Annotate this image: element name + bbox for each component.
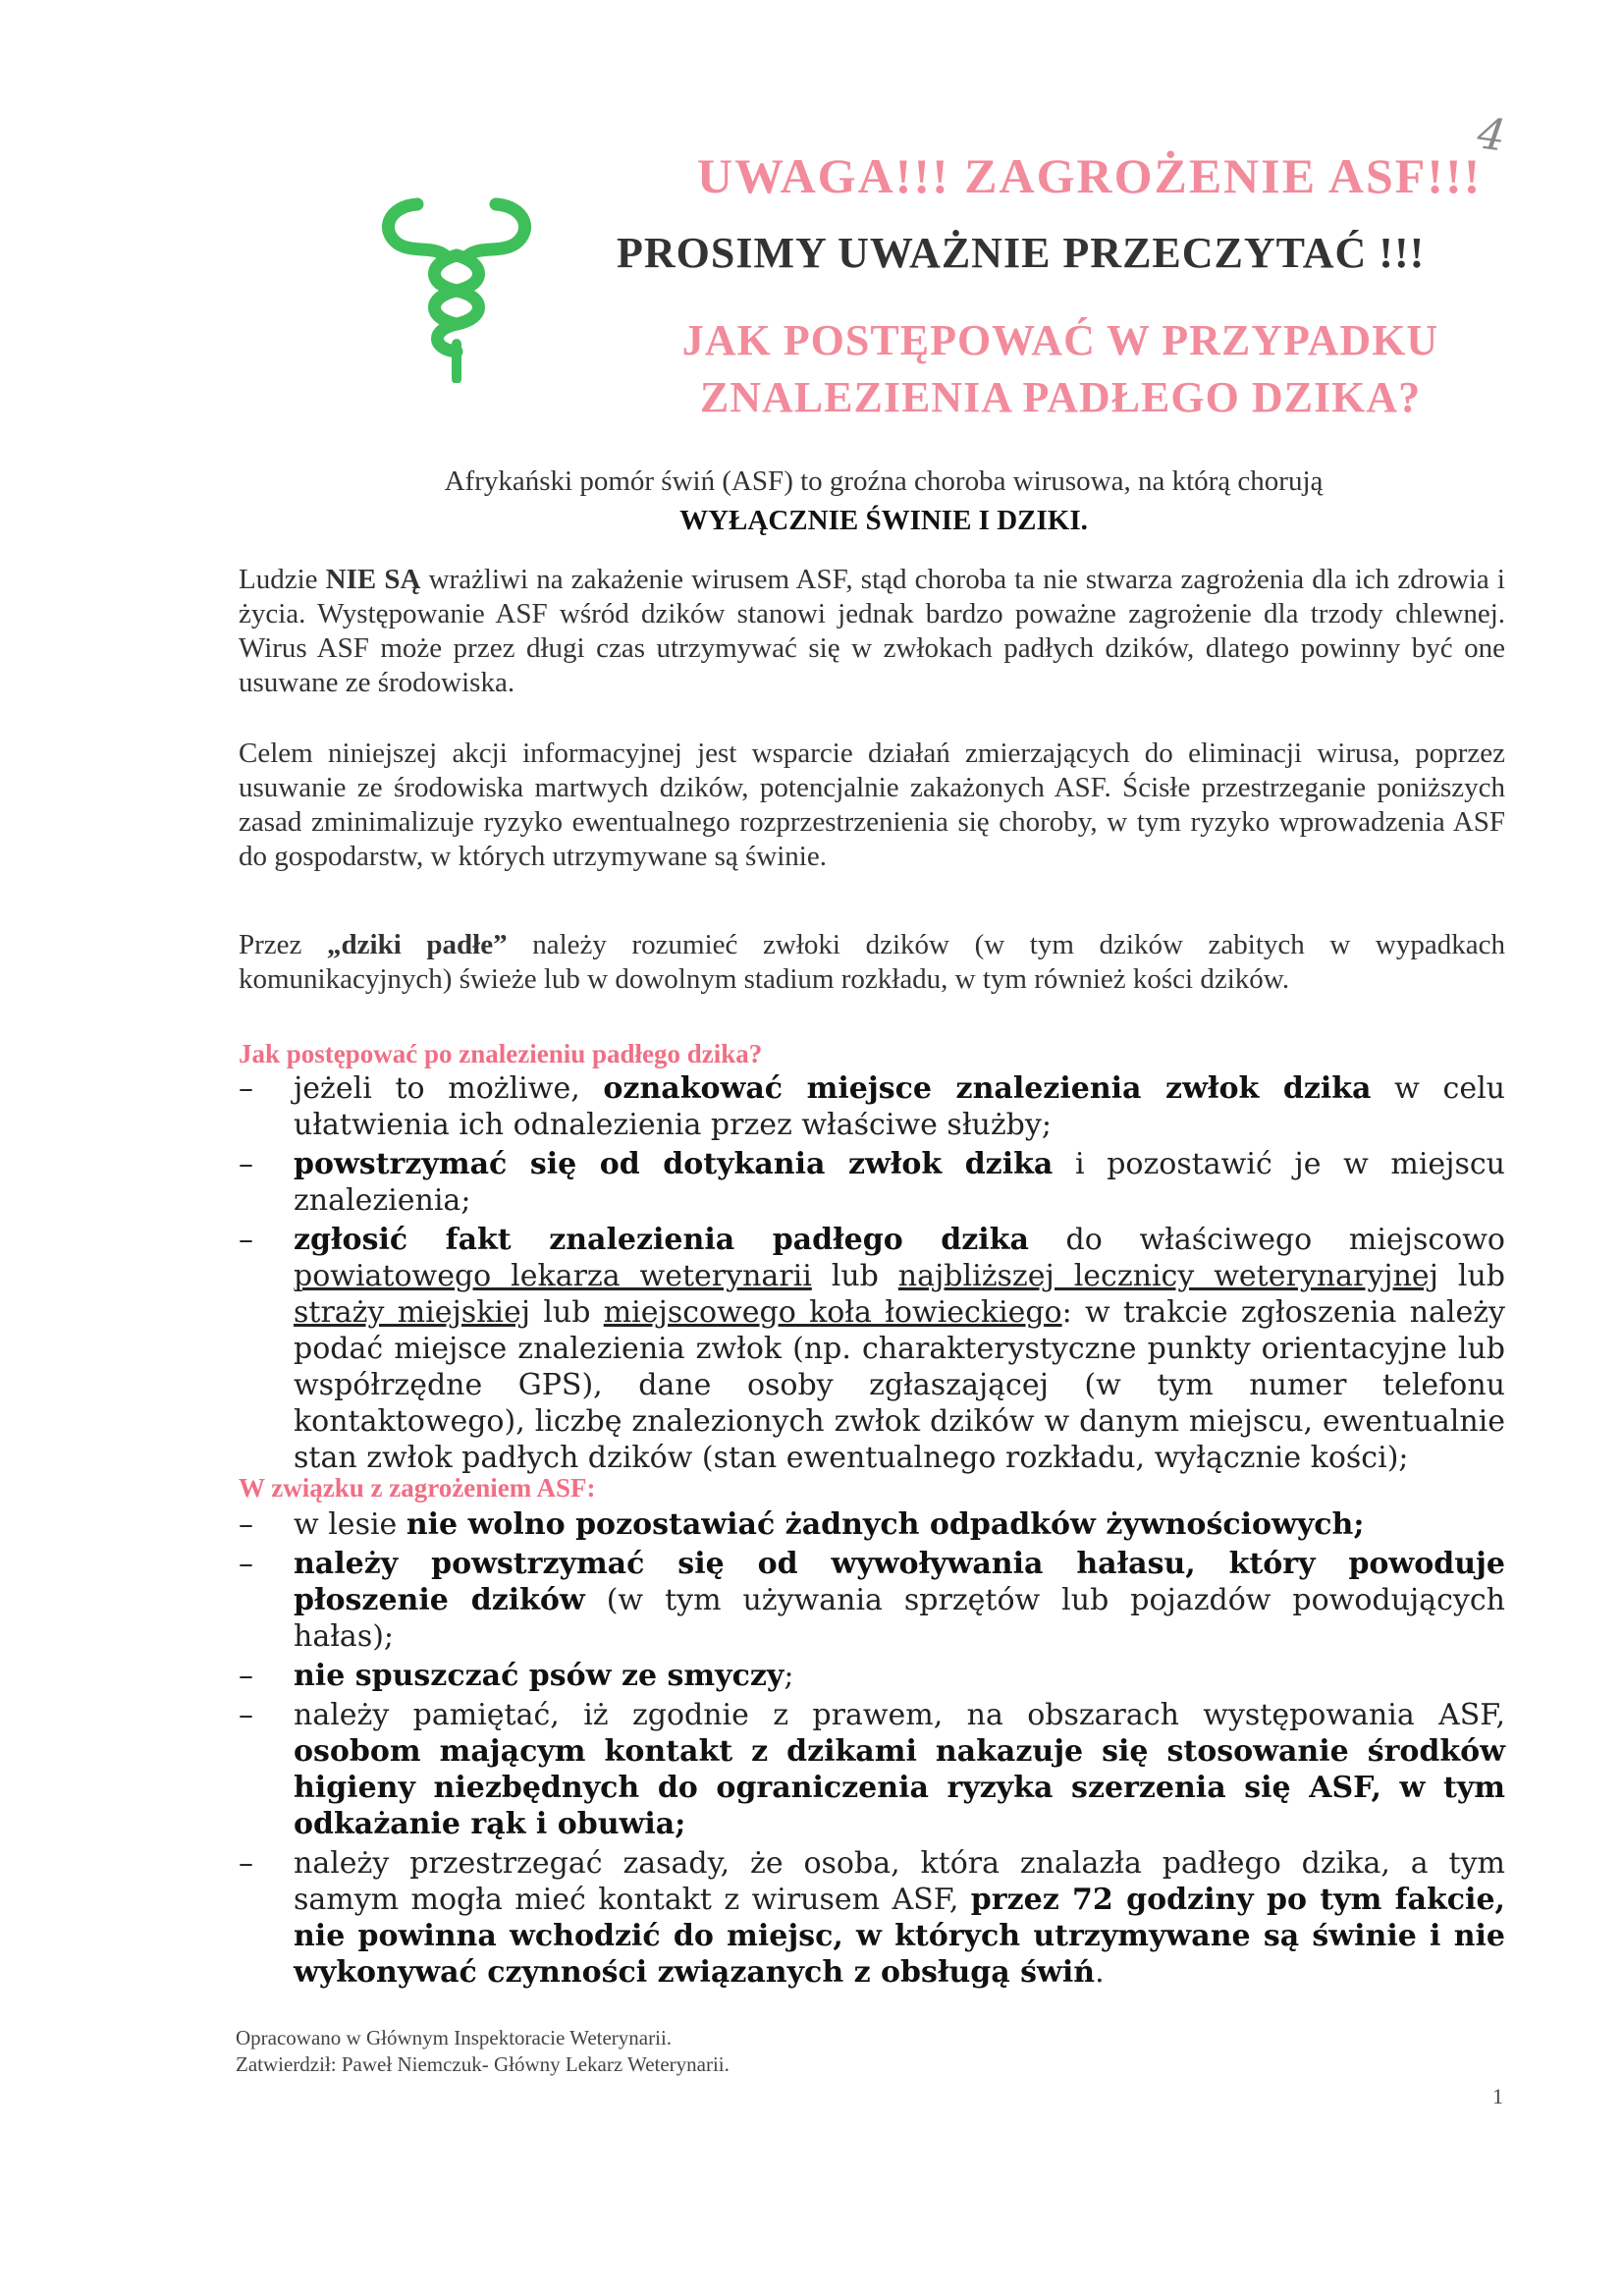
section-heading-procedure: Jak postępować po znalezieniu padłego dzika? bbox=[239, 1039, 763, 1068]
text: lub bbox=[1437, 1259, 1505, 1293]
text: Przez bbox=[239, 929, 328, 960]
text-underlined: powiatowego lekarza weterynarii bbox=[294, 1259, 812, 1293]
section-heading-asf-threat: W związku z zagrożeniem ASF: bbox=[239, 1473, 596, 1503]
text-underlined: miejscowego koła łowieckiego bbox=[603, 1295, 1062, 1330]
text: . bbox=[1095, 1955, 1105, 1990]
text: należy pamiętać, iż zgodnie z prawem, na obszarach występowania ASF, bbox=[294, 1698, 1505, 1732]
dash: – bbox=[239, 1507, 253, 1542]
list-item bbox=[239, 1070, 1505, 1143]
dash: – bbox=[239, 1071, 253, 1106]
paragraph-campaign-goal: Celem niniejszej akcji informacyjnej jest wsparcie działań zmierzających do eliminacji wirusa, poprzez usuwanie ze środowiska martwych dzików, potencjalnie zakażonych ASF. Ścisłe przestrzeganie poniższych zasad zminimalizuje ryzyko ewentualnego rozprzestrzenienia się choroby, w tym ryzyko wprowadzenia ASF do gospodarstw, w których utrzymywane są świnie. bbox=[239, 738, 1505, 872]
text-bold: zgłosić fakt znalezienia padłego dzika bbox=[294, 1223, 1029, 1257]
text-bold: powstrzymać się od dotykania zwłok dzika bbox=[294, 1147, 1054, 1181]
text-bold: nie spuszczać psów ze smyczy bbox=[294, 1659, 784, 1693]
asf-rules-list bbox=[239, 1506, 1505, 1994]
text: : w trakcie zgłoszenia należy podać miejsce znalezienia zwłok (np. charakterystyczne punkty orientacyjne lub współrzędne GPS), dane osoby zgłaszającej (w tym numer telefonu kontaktowego), liczbę znalezionych zwłok dzików w danym miejscu, ewentualnie stan zwłok padłych dzików (stan ewentualnego rozkładu, wyłącznie kości); bbox=[294, 1295, 1506, 1475]
footer-credits bbox=[236, 2025, 730, 2078]
text: w lesie bbox=[294, 1507, 406, 1542]
list-item bbox=[239, 1222, 1505, 1476]
paragraph-definition bbox=[239, 928, 1505, 997]
text-bold: „dziki padłe” bbox=[327, 929, 508, 960]
dash: – bbox=[239, 1547, 253, 1581]
text: lub bbox=[811, 1259, 898, 1293]
text-bold: NIE SĄ bbox=[325, 564, 421, 595]
read-carefully-title: PROSIMY UWAŻNIE PRZECZYTAĆ !!! bbox=[617, 229, 1426, 277]
text: należy rozumieć zwłoki dzików (w tym dzików zabitych w wypadkach komunikacyjnych) świeże lub w dowolnym stadium rozkładu, w tym również kości dzików. bbox=[239, 929, 1505, 995]
paragraph-human-safety bbox=[239, 563, 1505, 700]
text: ; bbox=[784, 1659, 794, 1693]
main-question-title: JAK POSTĘPOWAĆ W PRZYPADKU ZNALEZIENIA PADŁEGO DZIKA? bbox=[681, 316, 1439, 421]
text-bold: oznakować miejsce znalezienia zwłok dzika bbox=[603, 1071, 1372, 1106]
text: należy przestrzegać zasady, że osoba, która znalazła padłego dzika, a tym samym mogła mieć kontakt z wirusem ASF, bbox=[294, 1846, 1505, 1917]
list-item bbox=[239, 1658, 1505, 1694]
text: Ludzie bbox=[239, 564, 326, 595]
list-item bbox=[239, 1146, 1505, 1219]
handwritten-page-mark: 4 bbox=[1474, 108, 1509, 162]
veterinary-caduceus-logo bbox=[378, 187, 535, 383]
text-underlined: najbliższej lecznicy weterynaryjnej bbox=[897, 1259, 1438, 1293]
dash: – bbox=[239, 1698, 253, 1732]
text: i pozostawić je w miejscu znalezienia; bbox=[294, 1147, 1506, 1218]
dash: – bbox=[239, 1223, 253, 1257]
text-bold: osobom mającym kontakt z dzikami nakazuje się stosowanie środków higieny niezbędnych do ograniczenia ryzyka szerzenia się ASF, w tym odkażanie rąk i obuwia; bbox=[294, 1734, 1505, 1841]
text: w celu ułatwienia ich odnalezienia przez właściwe służby; bbox=[294, 1071, 1505, 1142]
text: wrażliwi na zakażenie wirusem ASF, stąd choroba ta nie stwarza zagrożenia dla ich zdrowia i życia. Występowanie ASF wśród dzików stanowi jednak bardzo poważne zagrożenie dla trzody chlewnej. Wirus ASF może przez długi czas utrzymywać się w zwłokach padłych dzików, dlatego powinny być one usuwane ze środowiska. bbox=[239, 564, 1505, 698]
procedure-list bbox=[239, 1070, 1505, 1479]
text-underlined: straży miejskiej bbox=[294, 1295, 531, 1330]
intro-line-2: WYŁĄCZNIE ŚWINIE I DZIKI. bbox=[679, 505, 1088, 536]
text-bold: należy powstrzymać się od wywoływania hałasu, który powoduje płoszenie dzików bbox=[294, 1547, 1505, 1617]
text: lub bbox=[530, 1295, 604, 1330]
dash: – bbox=[239, 1659, 253, 1693]
dash: – bbox=[239, 1147, 253, 1181]
intro-line-1: Afrykański pomór świń (ASF) to groźna choroba wirusowa, na którą chorują bbox=[444, 465, 1324, 497]
list-item bbox=[239, 1546, 1505, 1655]
text-bold: nie wolno pozostawiać żadnych odpadków żywnościowych; bbox=[406, 1507, 1365, 1542]
text-bold: przez 72 godziny po tym fakcie, nie powinna wchodzić do miejsc, w których utrzymywane są świnie i nie wykonywać czynności związanych z obsługą świń bbox=[294, 1883, 1505, 1990]
dash: – bbox=[239, 1846, 253, 1881]
warning-title: UWAGA!!! ZAGROŻENIE ASF!!! bbox=[697, 148, 1483, 203]
list-item bbox=[239, 1697, 1505, 1842]
page-number: 1 bbox=[1492, 2084, 1503, 2108]
footer-line-1: Opracowano w Głównym Inspektoracie Weterynarii. bbox=[236, 2026, 673, 2050]
intro-paragraph bbox=[324, 462, 1443, 540]
text: jeżeli to możliwe, bbox=[294, 1071, 604, 1106]
list-item bbox=[239, 1506, 1505, 1543]
footer-line-2: Zatwierdził: Paweł Niemczuk- Główny Lekarz Weterynarii. bbox=[236, 2052, 730, 2076]
list-item bbox=[239, 1845, 1505, 1991]
text: do właściwego miejscowo bbox=[1028, 1223, 1505, 1257]
text: (w tym używania sprzętów lub pojazdów powodujących hałas); bbox=[294, 1583, 1505, 1654]
